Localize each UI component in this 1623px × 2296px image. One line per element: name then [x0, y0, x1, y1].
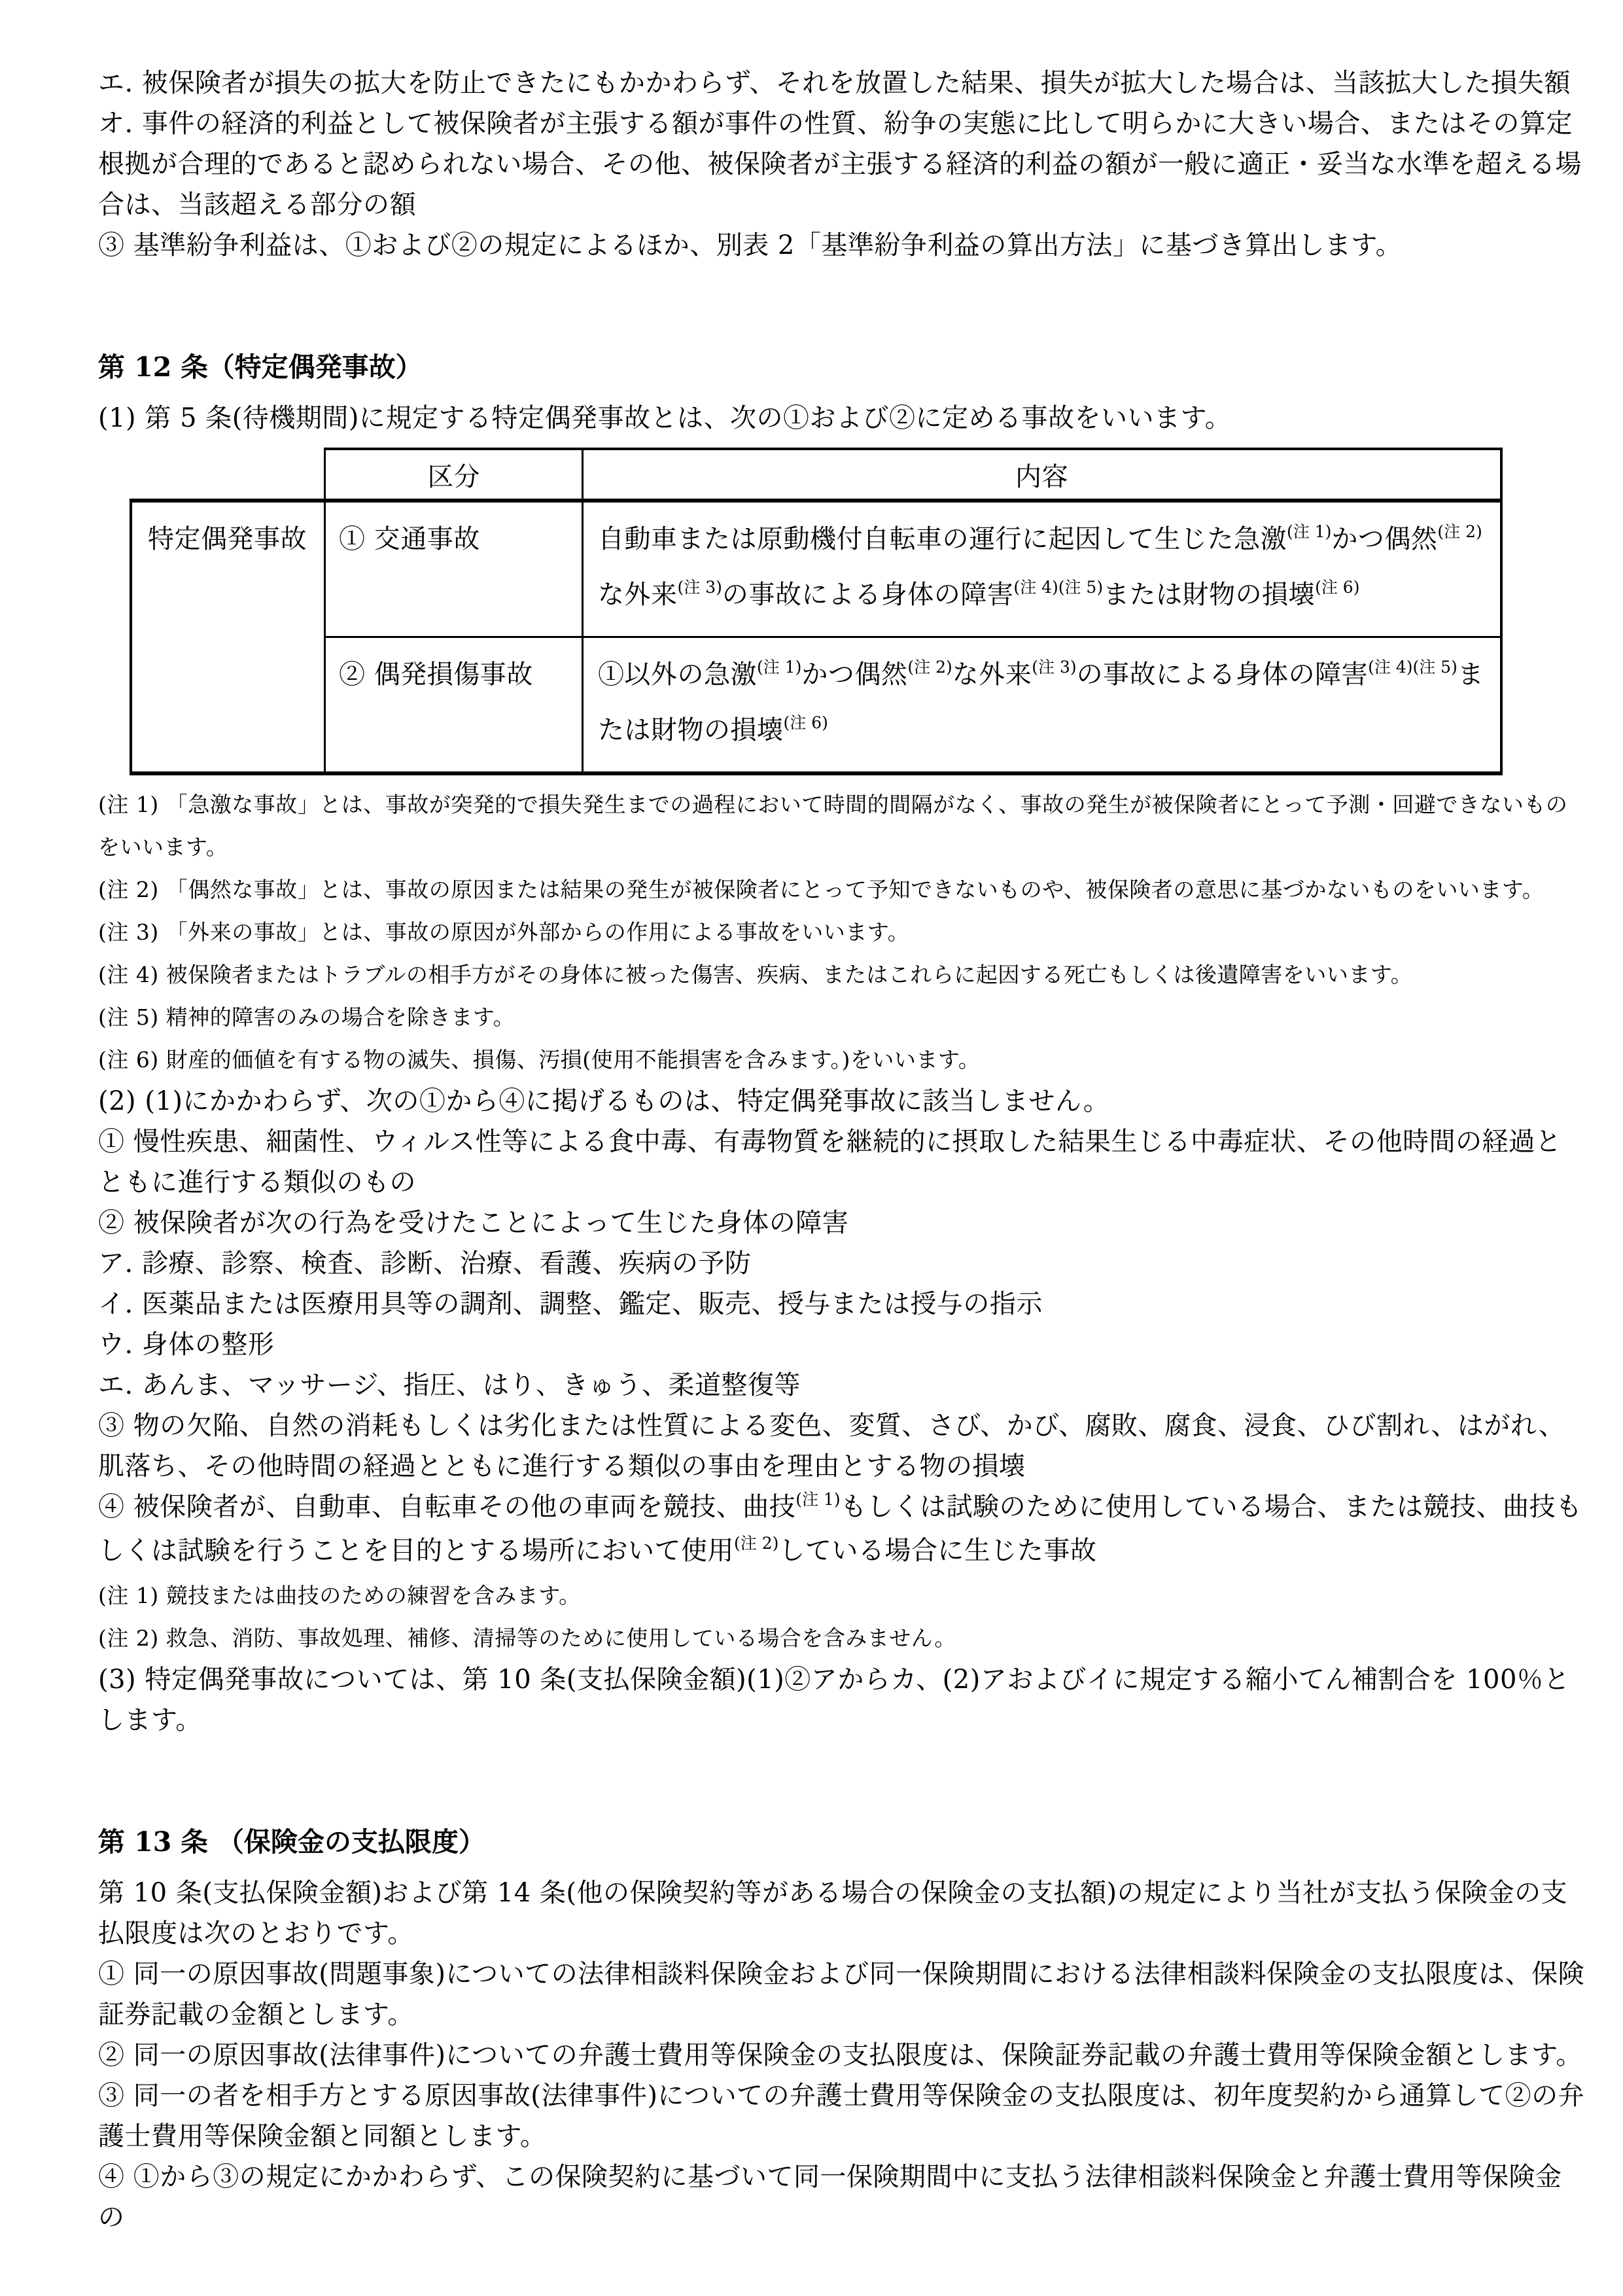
article-12-clause-1: (1) 第 5 条(待機期間)に規定する特定偶発事故とは、次の①および②に定める事故をいいます。 [98, 403, 1232, 433]
carryover-section [98, 63, 1585, 266]
note-paragraph: (注 1) 競技または曲技のための練習を含みます。 [98, 1583, 581, 1608]
table-row-group-label: 特定偶発事故 [130, 499, 324, 775]
note-reference-superscript: (注 6) [783, 713, 828, 732]
body-paragraph: イ. 医薬品または医療用具等の調剤、調整、鑑定、販売、授与または授与の指示 [98, 1289, 1043, 1319]
body-paragraph: (3) 特定偶発事故については、第 10 条(支払保険金額)(1)②アからカ、(2)アおよびイに規定する縮小てん補割合を 100％とします。 [98, 1665, 1570, 1735]
table-category-incidental-damage: ② 偶発損傷事故 [324, 636, 582, 775]
text-run: もしくは試験のために使用している場合、または競技、曲技もしくは試験を行うことを目的とする場所において使用 [98, 1492, 1582, 1566]
table-header-naiyo: 内容 [582, 448, 1503, 499]
note-reference-superscript: (注 6) [1315, 578, 1360, 597]
article-13-heading: 第 13 条 （保険金の支払限度） [98, 1826, 485, 1858]
body-paragraph: (2) (1)にかかわらず、次の①から④に掲げるものは、特定偶発事故に該当しません。 [98, 1086, 1110, 1116]
article-12-clause-2-items [98, 1081, 1585, 1740]
body-paragraph: 第 10 条(支払保険金額)および第 14 条(他の保険契約等がある場合の保険金の支払額)の規定により当社が支払う保険金の支払限度は次のとおりです。 [98, 1878, 1568, 1949]
table-header-kubun: 区分 [324, 448, 582, 499]
body-paragraph: オ. 事件の経済的利益として被保険者が主張する額が事件の性質、紛争の実態に比して明らかに大きい場合、またはその算定根拠が合理的であると認められない場合、その他、被保険者が主張する経済的利益の額が一般に適正・妥当な水準を超える場合は、当該超える部分の額 [98, 109, 1582, 220]
text-run: な外来 [952, 660, 1032, 690]
body-paragraph: ウ. 身体の整形 [98, 1330, 275, 1360]
note-reference-superscript: (注 2) [1437, 522, 1482, 541]
body-paragraph: ④ ①から③の規定にかかわらず、この保険契約に基づいて同一保険期間中に支払う法律相談料保険金と弁護士費用等保険金の [98, 2162, 1562, 2233]
article-12-heading: 第 12 条（特定偶発事故） [98, 351, 423, 383]
table-corner-empty-cell [130, 448, 324, 499]
note-reference-superscript: (注 1) [757, 658, 802, 677]
body-paragraph: エ. あんま、マッサージ、指圧、はり、きゅう、柔道整復等 [98, 1370, 801, 1400]
body-paragraph: ② 同一の原因事故(法律事件)についての弁護士費用等保険金の支払限度は、保険証券記載の弁護士費用等保険金額とします。 [98, 2040, 1582, 2070]
note-reference-superscript: (注 3) [1032, 658, 1077, 677]
note-reference-superscript: (注 1) [1287, 522, 1332, 541]
article-12-section [98, 347, 1585, 1740]
note-reference-superscript: (注 3) [677, 578, 722, 597]
table-content-incidental-damage [582, 636, 1503, 775]
note-reference-superscript: (注 1) [795, 1490, 841, 1509]
note-paragraph: (注 2) 救急、消防、事故処理、補修、清掃等のために使用している場合を含みません。 [98, 1625, 956, 1651]
body-paragraph: ③ 物の欠陥、自然の消耗もしくは劣化または性質による変色、変質、さび、かび、腐敗、腐食、浸食、ひび割れ、はがれ、肌落ち、その他時間の経過とともに進行する類似の事由を理由とする物の損壊 [98, 1411, 1565, 1481]
note-paragraph: (注 2) 「偶然な事故」とは、事故の原因または結果の発生が被保険者にとって予知できないものや、被保険者の意思に基づかないものをいいます。 [98, 877, 1544, 902]
body-paragraph: エ. 被保険者が損失の拡大を防止できたにもかかわらず、それを放置した結果、損失が拡大した場合は、当該拡大した損失額 [98, 68, 1571, 98]
note-paragraph: (注 5) 精神的障害のみの場合を除きます。 [98, 1004, 515, 1030]
text-run: の事故による身体の障害 [722, 580, 1014, 610]
note-reference-superscript: (注 4)(注 5) [1013, 578, 1104, 597]
note-paragraph: (注 6) 財産的価値を有する物の滅失、損傷、汚損(使用不能損害を含みます。)をいいます。 [98, 1047, 981, 1072]
text-run: している場合に生じた事故 [778, 1536, 1097, 1566]
note-reference-superscript: (注 2) [907, 658, 952, 677]
table-content-traffic-accident [582, 499, 1503, 636]
carryover-paragraphs [98, 63, 1585, 266]
body-paragraph: ③ 基準紛争利益は、①および②の規定によるほか、別表 2「基準紛争利益の算出方法」に基づき算出します。 [98, 230, 1403, 260]
text-run: または財物の損壊 [1103, 580, 1316, 610]
body-paragraph: ③ 同一の者を相手方とする原因事故(法律事件)についての弁護士費用等保険金の支払限度は、初年度契約から通算して②の弁護士費用等保険金額と同額とします。 [98, 2081, 1585, 2151]
body-paragraph [98, 1487, 1585, 1574]
specified-accident-table [130, 448, 1585, 775]
note-reference-superscript: (注 2) [734, 1534, 779, 1553]
text-run: かつ偶然 [1331, 524, 1438, 554]
text-run: または財物の損壊 [598, 660, 1484, 745]
text-run: 自動車または原動機付自転車の運行に起因して生じた急激 [598, 524, 1287, 554]
body-paragraph: ① 同一の原因事故(問題事象)についての法律相談料保険金および同一保険期間における法律相談料保険金の支払限度は、保険証券記載の金額とします。 [98, 1959, 1585, 2030]
body-paragraph: ① 慢性疾患、細菌性、ウィルス性等による食中毒、有毒物質を継続的に摂取した結果生じる中毒症状、その他時間の経過とともに進行する類似のもの [98, 1127, 1562, 1197]
text-run: かつ偶然 [801, 660, 908, 690]
note-reference-superscript: (注 4)(注 5) [1368, 658, 1457, 677]
article-12-notes [98, 783, 1585, 1081]
text-run: の事故による身体の障害 [1076, 660, 1369, 690]
body-paragraph: ② 被保険者が次の行為を受けたことによって生じた身体の障害 [98, 1208, 849, 1238]
table-category-traffic-accident: ① 交通事故 [324, 499, 582, 636]
article-13-section [98, 1822, 1585, 2238]
note-paragraph: (注 3) 「外来の事故」とは、事故の原因が外部からの作用による事故をいいます。 [98, 919, 910, 945]
article-13-paragraphs [98, 1873, 1585, 2238]
text-run: ①以外の急激 [598, 660, 757, 690]
note-paragraph: (注 4) 被保険者またはトラブルの相手方がその身体に被った傷害、疾病、またはこれらに起因する死亡もしくは後遺障害をいいます。 [98, 962, 1413, 987]
text-run: ④ 被保険者が、自動車、自転車その他の車両を競技、曲技 [98, 1492, 796, 1522]
note-paragraph: (注 1) 「急激な事故」とは、事故が突発的で損失発生までの過程において時間的間隔がなく、事故の発生が被保険者にとって予測・回避できないものをいいます。 [98, 792, 1568, 860]
text-run: な外来 [598, 580, 678, 610]
body-paragraph: ア. 診療、診察、検査、診断、治療、看護、疾病の予防 [98, 1248, 752, 1279]
